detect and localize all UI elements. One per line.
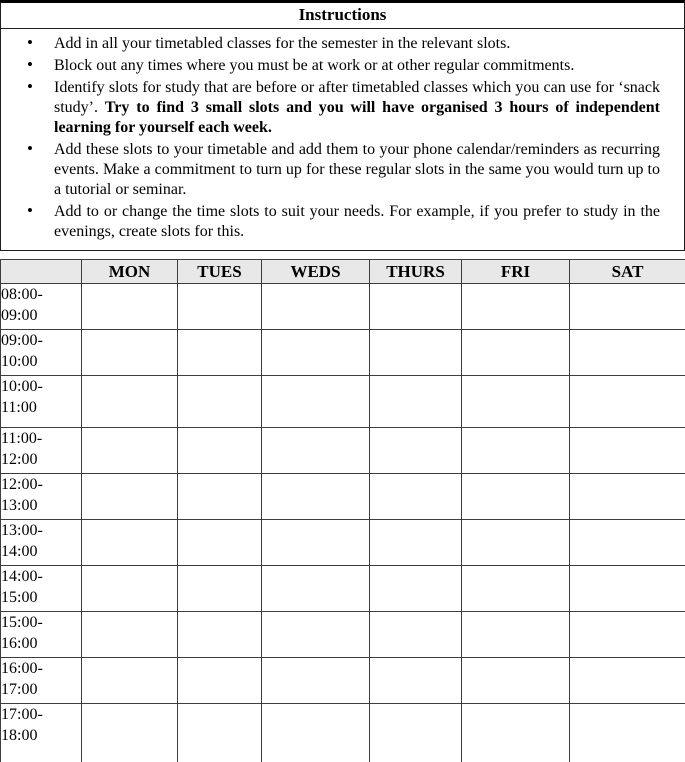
timetable-cell	[462, 474, 570, 520]
timetable-cell	[82, 566, 178, 612]
timetable-cell	[262, 520, 370, 566]
timetable-cell	[370, 284, 462, 330]
timetable-cell	[462, 330, 570, 376]
bullet-icon: •	[27, 55, 33, 74]
timetable-cell	[570, 658, 685, 704]
bullet-text: Add in all your timetabled classes for the semester in the relevant slots.	[54, 35, 511, 52]
timetable-cell	[82, 474, 178, 520]
timetable-cell	[178, 612, 262, 658]
instruction-bullet	[27, 77, 660, 138]
bullet-text: Add these slots to your timetable and add them to your phone calendar/reminders as recurring events. Make a commitment to turn up for these regular slots in the same you would turn up to a tutorial or seminar.	[54, 141, 660, 198]
time-slot-label: 16:00- 17:00	[1, 658, 82, 704]
time-slot-label: 14:00- 15:00	[1, 566, 82, 612]
day-header-fri: FRI	[462, 260, 570, 284]
timetable-row	[1, 704, 685, 762]
timetable-cell	[262, 428, 370, 474]
timetable-row	[1, 566, 685, 612]
timetable-header-row	[1, 260, 685, 284]
bullet-text-bold: Try to find 3 small slots and you will have organised 3 hours of independent learning for yourself each week.	[54, 99, 660, 136]
timetable-cell	[262, 330, 370, 376]
bullet-icon: •	[27, 77, 33, 96]
timetable-cell	[82, 428, 178, 474]
time-slot-label: 17:00- 18:00	[1, 704, 82, 762]
timetable-cell	[570, 566, 685, 612]
timetable-row	[1, 474, 685, 520]
bullet-text: Block out any times where you must be at work or at other regular commitments.	[54, 57, 575, 74]
timetable-cell	[178, 330, 262, 376]
timetable-cell	[82, 284, 178, 330]
timetable-cell	[262, 284, 370, 330]
timetable-cell	[370, 658, 462, 704]
timetable-row	[1, 330, 685, 376]
timetable-header	[1, 260, 685, 284]
timetable-cell	[178, 566, 262, 612]
instruction-bullet	[27, 33, 660, 54]
timetable-cell	[570, 520, 685, 566]
timetable-row	[1, 428, 685, 474]
timetable-cell	[178, 520, 262, 566]
timetable-cell	[462, 612, 570, 658]
timetable-cell	[178, 704, 262, 762]
timetable-cell	[82, 612, 178, 658]
bullet-icon: •	[27, 201, 33, 220]
day-header-mon: MON	[82, 260, 178, 284]
time-slot-label: 09:00- 10:00	[1, 330, 82, 376]
instructions-box	[0, 0, 685, 251]
time-slot-label: 10:00- 11:00	[1, 376, 82, 428]
timetable-cell	[178, 474, 262, 520]
instruction-bullet	[27, 139, 660, 200]
instruction-bullet	[27, 55, 660, 76]
day-header-sat: SAT	[570, 260, 685, 284]
corner-header-cell	[1, 260, 82, 284]
bullet-icon: •	[27, 139, 33, 158]
timetable-cell	[262, 658, 370, 704]
timetable-cell	[570, 376, 685, 428]
timetable-row	[1, 520, 685, 566]
timetable-cell	[370, 566, 462, 612]
timetable-cell	[462, 704, 570, 762]
timetable-cell	[370, 704, 462, 762]
timetable-cell	[570, 428, 685, 474]
timetable-cell	[570, 474, 685, 520]
timetable-cell	[370, 474, 462, 520]
timetable-cell	[82, 330, 178, 376]
timetable-cell	[370, 376, 462, 428]
timetable-cell	[370, 428, 462, 474]
timetable-cell	[178, 284, 262, 330]
time-slot-label: 08:00- 09:00	[1, 284, 82, 330]
timetable-cell	[82, 520, 178, 566]
day-header-tues: TUES	[178, 260, 262, 284]
time-slot-label: 15:00- 16:00	[1, 612, 82, 658]
timetable-cell	[462, 376, 570, 428]
timetable-cell	[178, 428, 262, 474]
instructions-title: Instructions	[1, 3, 684, 29]
timetable-row	[1, 612, 685, 658]
timetable-row	[1, 658, 685, 704]
day-header-weds: WEDS	[262, 260, 370, 284]
timetable-row	[1, 284, 685, 330]
timetable-cell	[82, 376, 178, 428]
instructions-list	[1, 34, 660, 242]
timetable-cell	[370, 520, 462, 566]
instruction-bullet	[27, 201, 660, 242]
timetable-row	[1, 376, 685, 428]
timetable-cell	[570, 330, 685, 376]
timetable-cell	[462, 428, 570, 474]
timetable	[0, 259, 685, 762]
bullet-text: Identify slots for study that are before or after timetabled classes which you can use for ‘snack study’.	[54, 79, 660, 116]
timetable-cell	[262, 612, 370, 658]
timetable-cell	[370, 612, 462, 658]
timetable-cell	[262, 566, 370, 612]
timetable-body	[1, 284, 685, 762]
timetable-cell	[462, 284, 570, 330]
time-slot-label: 13:00- 14:00	[1, 520, 82, 566]
timetable-cell	[462, 566, 570, 612]
timetable-cell	[178, 658, 262, 704]
bullet-icon: •	[27, 33, 33, 52]
timetable-cell	[370, 330, 462, 376]
timetable-cell	[570, 284, 685, 330]
timetable-cell	[262, 474, 370, 520]
timetable-cell	[462, 520, 570, 566]
timetable-cell	[82, 704, 178, 762]
time-slot-label: 11:00- 12:00	[1, 428, 82, 474]
timetable-cell	[462, 658, 570, 704]
timetable-cell	[82, 658, 178, 704]
bullet-text: Add to or change the time slots to suit your needs. For example, if you prefer to study in the evenings, create slots for this.	[54, 203, 660, 240]
timetable-cell	[570, 704, 685, 762]
time-slot-label: 12:00- 13:00	[1, 474, 82, 520]
timetable-cell	[262, 704, 370, 762]
timetable-cell	[262, 376, 370, 428]
timetable-cell	[570, 612, 685, 658]
timetable-cell	[178, 376, 262, 428]
day-header-thurs: THURS	[370, 260, 462, 284]
